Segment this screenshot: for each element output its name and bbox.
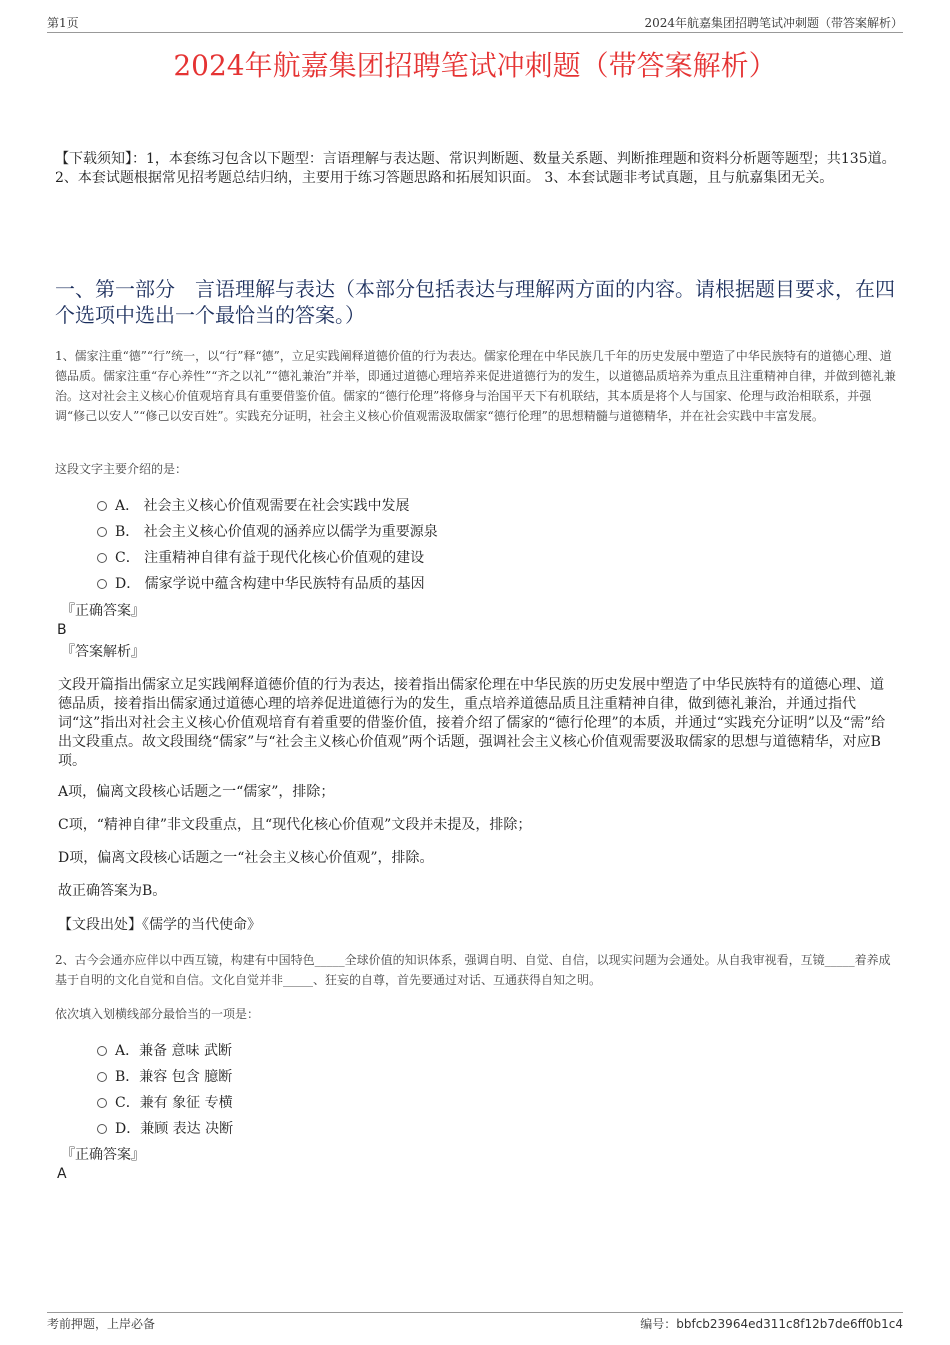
radio-icon[interactable]	[97, 501, 107, 511]
download-notice: 【下载须知】：1，本套练习包含以下题型：言语理解与表达题、常识判断题、数量关系题、判断推理题和资料分析题等题型；共135道。 2、本套试题根据常见招考题总结归纳，主要用于练习答题思路和拓展知识面。 3、本套试题非考试真题，且与航嘉集团无关。	[55, 151, 896, 186]
correct-answer-label: 『正确答案』	[61, 603, 145, 619]
radio-icon[interactable]	[97, 1098, 107, 1108]
analysis-label: 『答案解析』	[61, 644, 145, 660]
footer-slogan: 考前押题，上岸必备	[47, 1317, 156, 1331]
analysis-option-d: D项，偏离文段核心话题之一“社会主义核心价值观”，排除。	[58, 850, 434, 866]
option-a[interactable]: A． 社会主义核心价值观需要在社会实践中发展	[97, 493, 438, 519]
document-id: 编号：bbfcb23964ed311c8f12b7de6ff0b1c4	[640, 1317, 903, 1331]
radio-icon[interactable]	[97, 1124, 107, 1134]
option-b[interactable]: B．兼容 包含 臆断	[97, 1064, 233, 1090]
radio-icon[interactable]	[97, 1072, 107, 1082]
radio-icon[interactable]	[97, 579, 107, 589]
option-c[interactable]: C． 注重精神自律有益于现代化核心价值观的建设	[97, 545, 438, 571]
question-2-options	[97, 1038, 233, 1142]
header-doc-title: 2024年航嘉集团招聘笔试冲刺题（带答案解析）	[644, 16, 903, 30]
document-title: 2024年航嘉集团招聘笔试冲刺题（带答案解析）	[173, 49, 777, 82]
correct-answer: A	[57, 1166, 67, 1182]
section-heading: 一、第一部分 言语理解与表达（本部分包括表达与理解两方面的内容。请根据题目要求，在四个选项中选出一个最恰当的答案。）	[55, 277, 895, 327]
correct-answer-label: 『正确答案』	[61, 1147, 145, 1163]
analysis-option-c: C项，“精神自律”非文段重点，且“现代化核心价值观”文段并未提及，排除；	[58, 817, 532, 833]
radio-icon[interactable]	[97, 527, 107, 537]
radio-icon[interactable]	[97, 1046, 107, 1056]
option-c[interactable]: C．兼有 象征 专横	[97, 1090, 233, 1116]
question-2-text: 2、古今会通亦应伴以中西互镜，构建有中国特色_____全球价值的知识体系，强调自明、自觉、自信，以现实问题为会通处。从自我审视看，互镜_____着养成基于自明的文化自觉和自信。文化自觉并非_____、狂妄的自尊，首先要通过对话、互通获得自知之明。	[55, 953, 891, 987]
question-1-options	[97, 493, 438, 597]
option-b[interactable]: B． 社会主义核心价值观的涵养应以儒学为重要源泉	[97, 519, 438, 545]
page-footer	[47, 1312, 903, 1332]
text-source: 【文段出处】《儒学的当代使命》	[58, 917, 261, 933]
analysis-text: 文段开篇指出儒家立足实践阐释道德价值的行为表达，接着指出儒家伦理在中华民族的历史发展中塑造了中华民族特有的道德心理、道德品质，接着指出儒家通过道德心理的培养促进道德行为的发生，重点培养道德品质且注重精神自律，做到德礼兼治，并通过指代词“这”指出对社会主义核心价值观培育有着重要的借鉴价值，接着介绍了儒家的“德行伦理”的本质，并通过“实践充分证明”以及“需”给出文段重点。故文段围绕“儒家”与“社会主义核心价值观”两个话题，强调社会主义核心价值观需要汲取儒家的思想与道德精华，对应B项。	[58, 677, 886, 769]
correct-answer: B	[57, 622, 67, 638]
page-header	[47, 14, 903, 33]
option-a[interactable]: A．兼备 意味 武断	[97, 1038, 233, 1064]
question-1-prompt: 这段文字主要介绍的是：	[55, 462, 188, 476]
page-number: 第1页	[47, 16, 79, 30]
analysis-conclusion: 故正确答案为B。	[58, 883, 167, 899]
option-d[interactable]: D．兼顾 表达 决断	[97, 1116, 233, 1142]
question-2-prompt: 依次填入划横线部分最恰当的一项是：	[55, 1007, 260, 1021]
radio-icon[interactable]	[97, 553, 107, 563]
analysis-option-a: A项，偏离文段核心话题之一“儒家”，排除；	[58, 784, 335, 800]
question-1-text: 1、儒家注重“德”“行”统一，以“行”释“德”，立足实践阐释道德价值的行为表达。儒家伦理在中华民族几千年的历史发展中塑造了中华民族特有的道德心理、道德品质。儒家注重“存心养性”“齐之以礼”“德礼兼治”并举，即通过道德心理培养来促进道德行为的发生，以道德品质培养为重点且注重精神自律，并做到德礼兼治。这对社会主义核心价值观培育具有重要借鉴价值。儒家的“德行伦理”将修身与治国平天下有机联结，其本质是将个人与国家、伦理与政治相联系，并强调“修己以安人”“修己以安百姓”。实践充分证明，社会主义核心价值观需汲取儒家“德行伦理”的思想精髓与道德精华，并在社会实践中丰富发展。	[55, 349, 896, 423]
option-d[interactable]: D． 儒家学说中蕴含构建中华民族特有品质的基因	[97, 571, 438, 597]
